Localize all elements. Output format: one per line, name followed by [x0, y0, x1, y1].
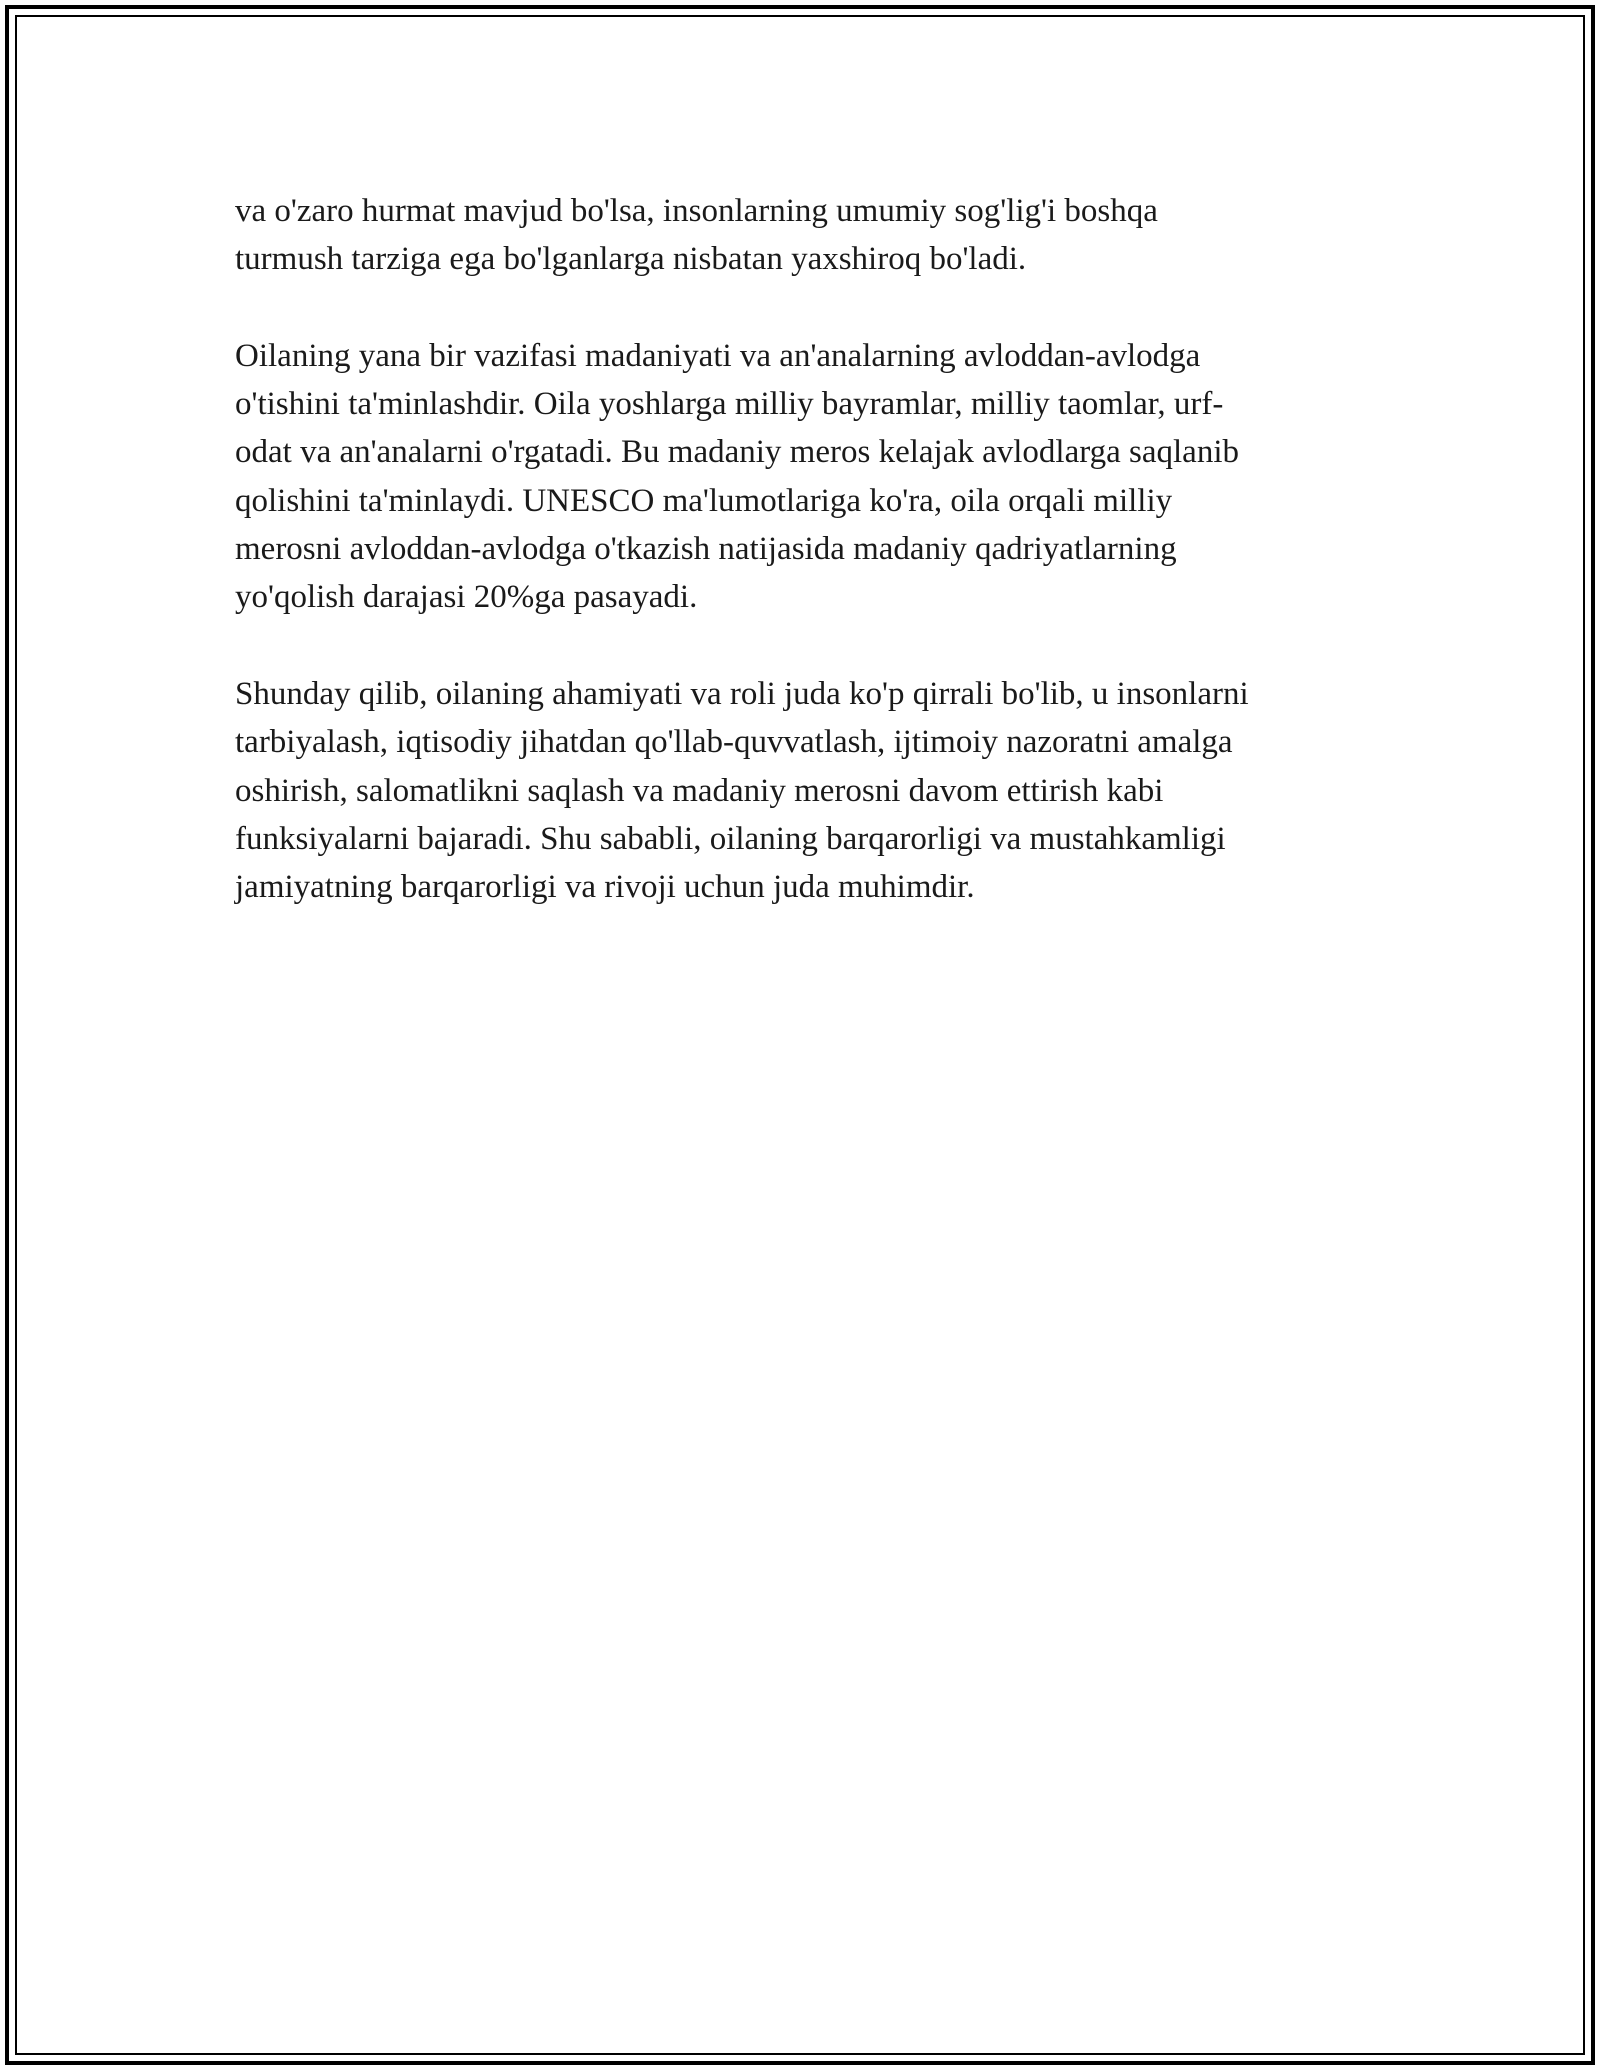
- paragraph-health-continuation: va o'zaro hurmat mavjud bo'lsa, insonlarning umumiy sog'lig'i boshqa turmush tarziga ega bo'lganlarga nisbatan yaxshiroq bo'ladi.: [235, 193, 1158, 278]
- document-body: [235, 187, 1395, 960]
- paragraph-cultural-heritage: Oilaning yana bir vazifasi madaniyati va an'analarning avloddan-avlodga o'tishini ta'minlashdir. Oila yoshlarga milliy bayramlar, milliy taomlar, urf- odat va an'analarni o'rgatadi. Bu madaniy meros kelajak avlodlarga saqlanib qolishini ta'minlaydi. UNESCO ma'lumotlariga ko'ra, oila orqali milliy merosni avloddan-avlodga o'tkazish natijasida madaniy qadriyatlarning yo'qolish darajasi 20%ga pasayadi.: [235, 337, 1240, 616]
- paragraph-conclusion: Shunday qilib, oilaning ahamiyati va roli juda ko'p qirrali bo'lib, u insonlarni tarbiyalash, iqtisodiy jihatdan qo'llab-quvvatlash, ijtimoiy nazoratni amalga oshirish, salomatlikni saqlash va madaniy merosni davom ettirish kabi funksiyalarni bajaradi. Shu sababli, oilaning barqarorligi va mustahkamligi jamiyatning barqarorligi va rivoji uchun juda muhimdir.: [235, 675, 1249, 906]
